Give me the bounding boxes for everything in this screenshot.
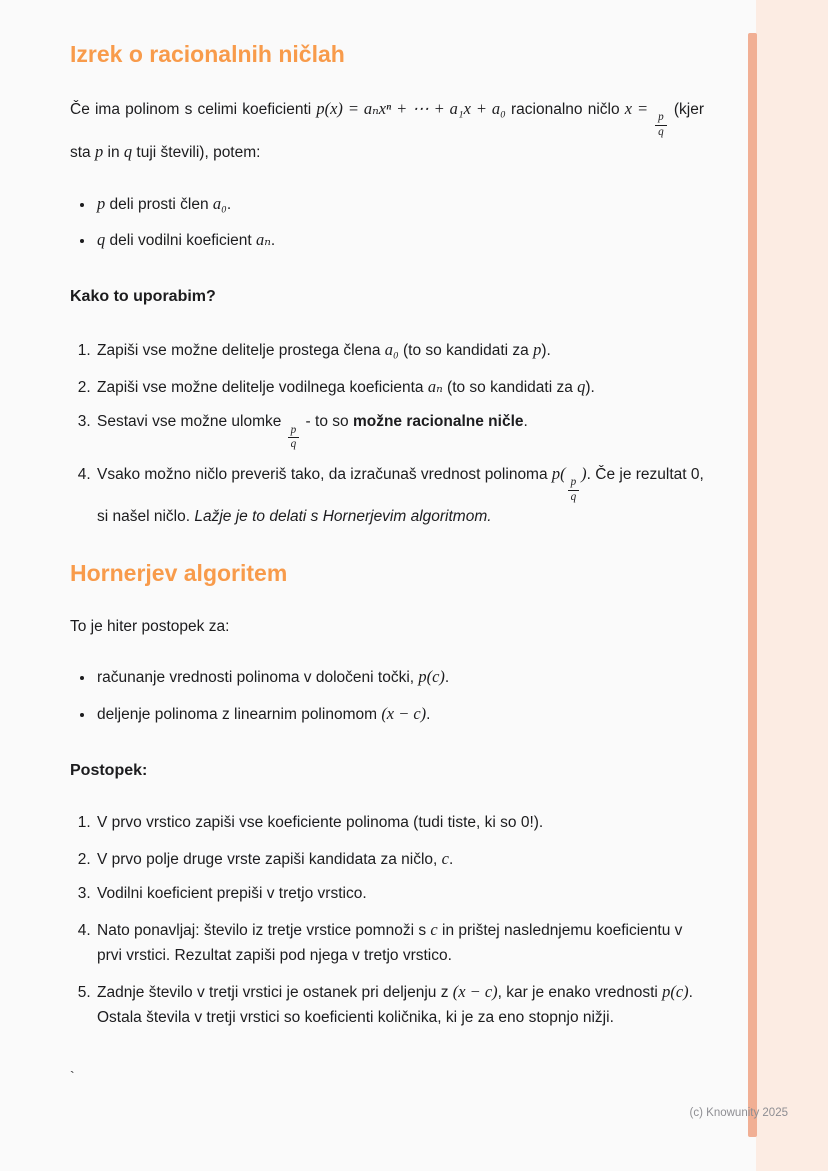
text-run: ).	[541, 342, 551, 360]
text-run: . Če je rezultat 0, si našel ničlo.	[97, 466, 704, 525]
document-content	[70, 40, 704, 1088]
text-run: Nato ponavljaj: število iz tretje vrstice pomnoži s	[97, 921, 431, 939]
fraction-denominator: q	[658, 125, 664, 138]
math-q: q	[97, 230, 106, 250]
text-run: tuji števili), potem:	[132, 144, 261, 162]
text-run: . Ostala števila v tretji vrstici so koeficienti količnika, ki je za eno stopnjo nižji.	[97, 983, 693, 1027]
fraction-numerator: p	[288, 425, 300, 439]
text-run: V prvo polje druge vrste zapiši kandidata za ničlo,	[97, 850, 442, 868]
list-item	[95, 663, 704, 691]
horner-intro-paragraph: To je hiter postopek za:	[70, 617, 230, 635]
text-run: Sestavi vse možne ulomke	[97, 413, 286, 431]
math-p: p	[533, 340, 542, 360]
text-run: V prvo vrstico zapiši vse koeficiente polinoma (tudi tiste, ki so 0!).	[97, 813, 544, 831]
text-run: .	[270, 232, 276, 250]
text-run: deli vodilni koeficient	[105, 232, 256, 250]
fraction-denominator: q	[290, 438, 297, 451]
text-run: deli prosti člen	[105, 195, 213, 213]
heading-how-to-use: Kako to uporabim?	[70, 287, 216, 305]
text-run: .	[448, 850, 454, 868]
list-item	[95, 810, 704, 836]
text-run: .	[523, 413, 528, 431]
math-x-minus-c: (x − c)	[452, 981, 498, 1001]
list-item	[95, 916, 704, 969]
math-p: p	[94, 142, 104, 162]
heading-rational-zeros-theorem: Izrek o racionalnih ničlah	[70, 41, 345, 67]
math-p: p	[97, 193, 106, 213]
text-run: Zadnje število v tretji vrstici je ostanek pri deljenju z	[97, 983, 453, 1001]
bold-possible-rational-zeros: možne racionalne ničle	[352, 413, 524, 431]
text-run: Zapiši vse možne delitelje prostega člena	[97, 342, 385, 360]
theorem-steps-list	[70, 336, 704, 529]
text-run: Če ima polinom s celimi koeficienti	[70, 100, 317, 118]
math-c: c	[441, 848, 449, 868]
math-polynomial: p(x) = aₙxⁿ + ⋯ + a₁x + a₀	[316, 98, 506, 118]
list-item	[95, 190, 704, 218]
math-a0: a₀	[212, 193, 227, 213]
text-run: , kar je enako vrednosti	[497, 983, 663, 1001]
italic-horner-hint: Lažje je to delati s Hornerjevim algoritmom.	[194, 507, 492, 525]
list-item	[95, 881, 704, 907]
list-item	[95, 373, 704, 401]
math-x-equals: x =	[624, 98, 654, 118]
text-run: .	[426, 705, 431, 723]
text-run: Vsako možno ničlo preveriš tako, da izračunaš vrednost polinoma	[97, 466, 552, 484]
fraction-numerator: p	[568, 477, 580, 491]
footer-copyright: (c) Knowunity 2025	[689, 1107, 788, 1119]
list-item	[95, 409, 704, 451]
text-run: in	[103, 144, 124, 162]
math-close-paren: )	[581, 464, 587, 484]
math-q: q	[123, 142, 133, 162]
fraction-denominator: q	[570, 490, 577, 503]
math-x-minus-c: (x − c)	[381, 703, 427, 723]
text-run: računanje vrednosti polinoma v določeni točki,	[97, 669, 419, 687]
list-item	[95, 460, 704, 529]
text-run: .	[444, 669, 450, 687]
text-run: in prištej naslednjemu koeficientu v prvi vrstici. Rezultat zapiši pod njega v tretjo vrstico.	[97, 921, 683, 965]
math-a0: a₀	[384, 340, 399, 360]
theorem-bullet-list	[70, 190, 704, 254]
text-run: (to so kandidati za	[442, 378, 578, 396]
list-item	[95, 978, 704, 1031]
fraction-p-over-q	[568, 477, 580, 503]
math-q: q	[577, 376, 586, 396]
list-item	[95, 845, 704, 873]
math-c: c	[430, 919, 438, 939]
list-item	[95, 336, 704, 364]
text-run: (kjer sta	[70, 100, 704, 162]
text-run: Vodilni koeficient prepiši v tretjo vrstico.	[97, 885, 367, 903]
side-accent-stripe	[748, 33, 757, 1137]
text-run: (to so kandidati za	[398, 342, 534, 360]
math-p-open-paren: p(	[551, 464, 566, 484]
list-item	[95, 226, 704, 254]
fraction-numerator: p	[655, 112, 667, 126]
text-run: ).	[585, 378, 595, 396]
fraction-p-over-q	[655, 112, 667, 138]
fraction-p-over-q	[288, 425, 300, 451]
math-p-of-c: p(c)	[662, 981, 689, 1001]
heading-horner-algorithm: Hornerjev algoritem	[70, 560, 288, 587]
math-an: aₙ	[256, 230, 271, 250]
math-an: aₙ	[427, 376, 443, 396]
list-item	[95, 700, 704, 728]
text-run: deljenje polinoma z linearnim polinomom	[97, 705, 382, 723]
horner-steps-list	[70, 810, 704, 1031]
text-run: .	[226, 195, 232, 213]
text-run: racionalno ničlo	[505, 100, 625, 118]
math-p-of-c: p(c)	[418, 667, 445, 687]
horner-bullet-list	[70, 663, 704, 727]
text-run: Zapiši vse možne delitelje vodilnega koeficienta	[97, 378, 428, 396]
theorem-intro-paragraph	[70, 95, 704, 166]
side-panel-background	[756, 0, 828, 1171]
text-run: - to so	[301, 413, 353, 431]
heading-procedure: Postopek:	[70, 761, 148, 779]
stray-backtick-mark: `	[70, 1067, 75, 1084]
